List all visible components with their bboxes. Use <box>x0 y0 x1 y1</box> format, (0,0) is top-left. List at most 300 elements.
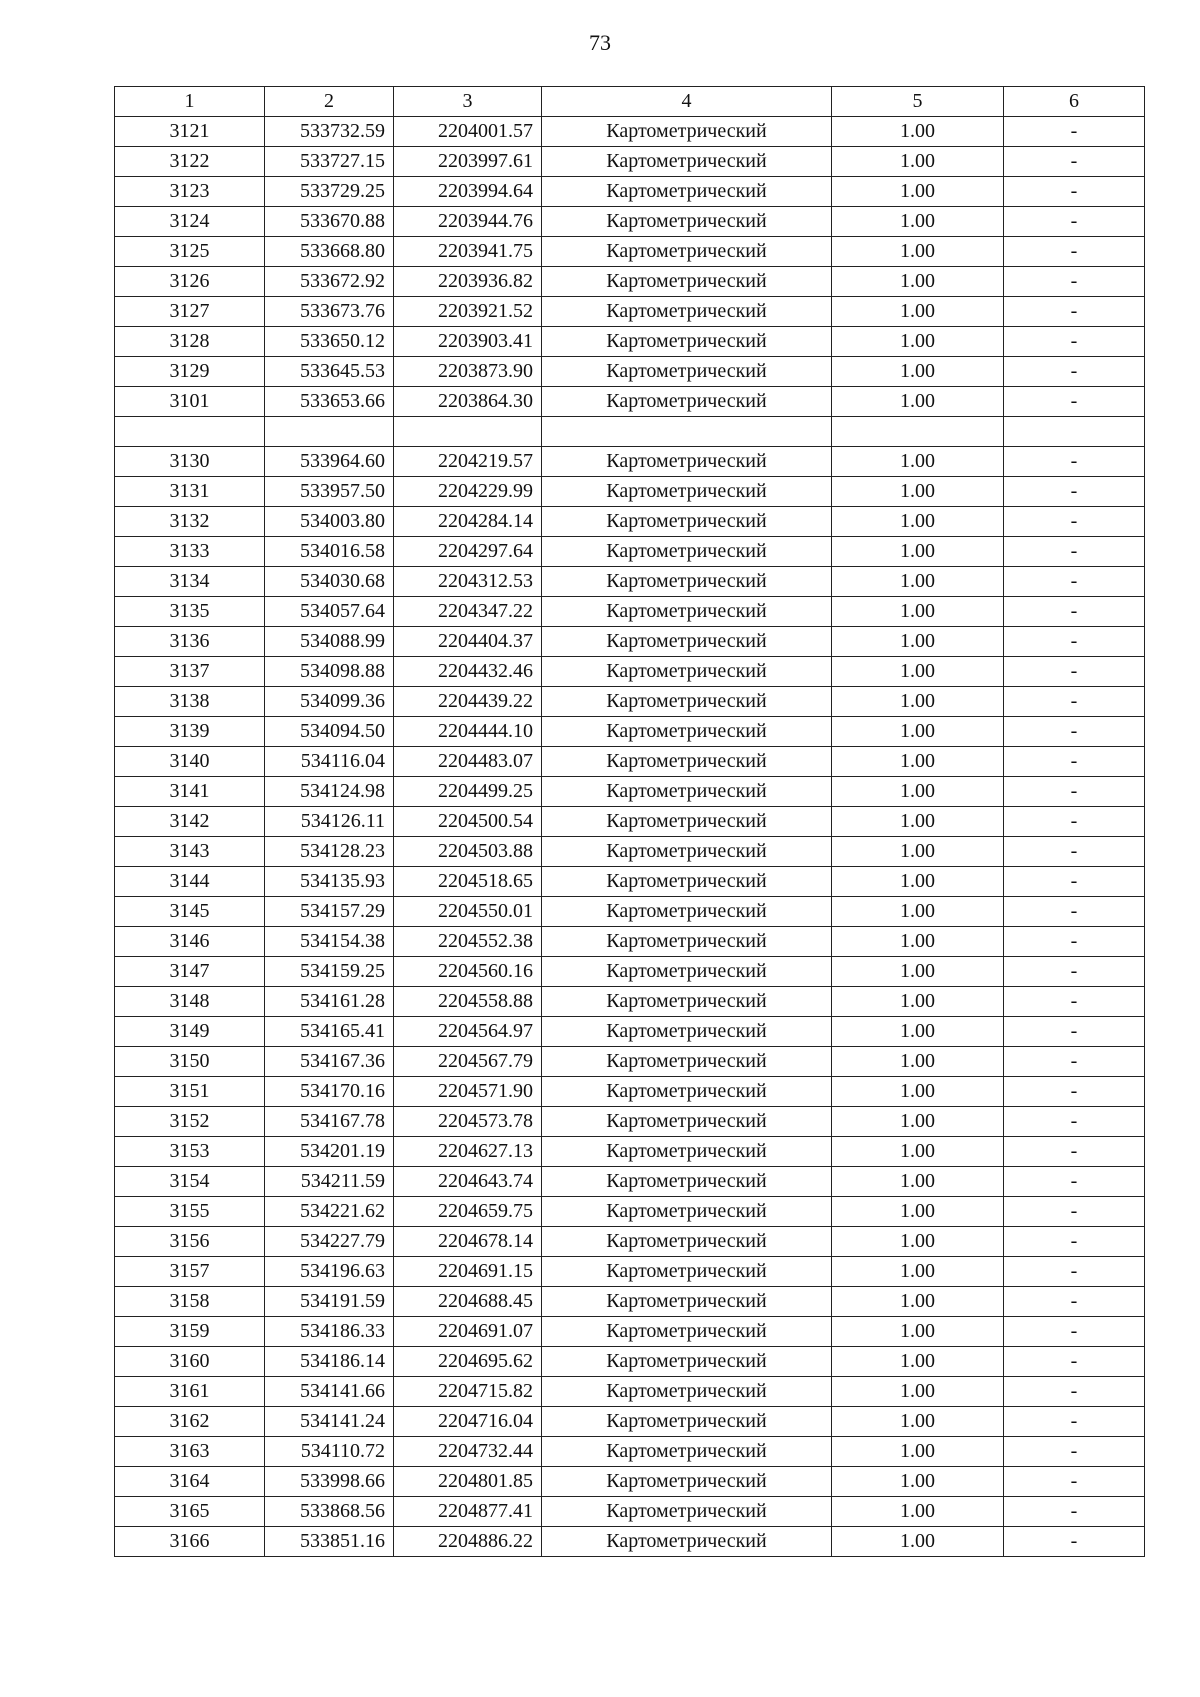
method-cell: Картометрический <box>542 147 832 177</box>
table-row <box>115 507 1145 537</box>
description-cell: - <box>1004 1497 1145 1527</box>
accuracy-cell: 1.00 <box>832 297 1004 327</box>
method-cell: Картометрический <box>542 837 832 867</box>
y-coordinate-cell: 2203997.61 <box>394 147 542 177</box>
point-number-cell: 3162 <box>115 1407 265 1437</box>
x-coordinate-cell: 534126.11 <box>265 807 394 837</box>
y-coordinate-cell: 2204219.57 <box>394 447 542 477</box>
accuracy-cell: 1.00 <box>832 1137 1004 1167</box>
accuracy-cell: 1.00 <box>832 807 1004 837</box>
table-row <box>115 567 1145 597</box>
description-cell: - <box>1004 387 1145 417</box>
column-header: 5 <box>832 87 1004 117</box>
point-number-cell: 3157 <box>115 1257 265 1287</box>
x-coordinate-cell: 533727.15 <box>265 147 394 177</box>
accuracy-cell: 1.00 <box>832 657 1004 687</box>
description-cell: - <box>1004 597 1145 627</box>
description-cell: - <box>1004 537 1145 567</box>
x-coordinate-cell: 533650.12 <box>265 327 394 357</box>
description-cell: - <box>1004 117 1145 147</box>
table-row <box>115 717 1145 747</box>
point-number-cell: 3123 <box>115 177 265 207</box>
table-row <box>115 147 1145 177</box>
y-coordinate-cell: 2203994.64 <box>394 177 542 207</box>
y-coordinate-cell: 2204483.07 <box>394 747 542 777</box>
accuracy-cell: 1.00 <box>832 1347 1004 1377</box>
accuracy-cell: 1.00 <box>832 1017 1004 1047</box>
table-row <box>115 1407 1145 1437</box>
table-row <box>115 1287 1145 1317</box>
method-cell: Картометрический <box>542 1047 832 1077</box>
description-cell: - <box>1004 447 1145 477</box>
y-coordinate-cell: 2204560.16 <box>394 957 542 987</box>
description-cell: - <box>1004 1347 1145 1377</box>
empty-cell <box>542 417 832 447</box>
y-coordinate-cell: 2203903.41 <box>394 327 542 357</box>
method-cell: Картометрический <box>542 747 832 777</box>
description-cell: - <box>1004 507 1145 537</box>
table-row <box>115 627 1145 657</box>
description-cell: - <box>1004 837 1145 867</box>
x-coordinate-cell: 534154.38 <box>265 927 394 957</box>
y-coordinate-cell: 2204573.78 <box>394 1107 542 1137</box>
point-number-cell: 3153 <box>115 1137 265 1167</box>
method-cell: Картометрический <box>542 1257 832 1287</box>
x-coordinate-cell: 534003.80 <box>265 507 394 537</box>
method-cell: Картометрический <box>542 1347 832 1377</box>
y-coordinate-cell: 2204571.90 <box>394 1077 542 1107</box>
point-number-cell: 3134 <box>115 567 265 597</box>
accuracy-cell: 1.00 <box>832 237 1004 267</box>
point-number-cell: 3161 <box>115 1377 265 1407</box>
table-row <box>115 1197 1145 1227</box>
point-number-cell: 3150 <box>115 1047 265 1077</box>
x-coordinate-cell: 533998.66 <box>265 1467 394 1497</box>
y-coordinate-cell: 2204312.53 <box>394 567 542 597</box>
y-coordinate-cell: 2203941.75 <box>394 237 542 267</box>
y-coordinate-cell: 2203864.30 <box>394 387 542 417</box>
point-number-cell: 3152 <box>115 1107 265 1137</box>
x-coordinate-cell: 533964.60 <box>265 447 394 477</box>
y-coordinate-cell: 2204678.14 <box>394 1227 542 1257</box>
y-coordinate-cell: 2204886.22 <box>394 1527 542 1557</box>
table-row <box>115 1467 1145 1497</box>
accuracy-cell: 1.00 <box>832 387 1004 417</box>
accuracy-cell: 1.00 <box>832 1167 1004 1197</box>
accuracy-cell: 1.00 <box>832 177 1004 207</box>
y-coordinate-cell: 2203936.82 <box>394 267 542 297</box>
x-coordinate-cell: 533645.53 <box>265 357 394 387</box>
x-coordinate-cell: 534088.99 <box>265 627 394 657</box>
x-coordinate-cell: 533670.88 <box>265 207 394 237</box>
coordinates-table <box>114 86 1145 1557</box>
accuracy-cell: 1.00 <box>832 777 1004 807</box>
description-cell: - <box>1004 267 1145 297</box>
point-number-cell: 3128 <box>115 327 265 357</box>
accuracy-cell: 1.00 <box>832 447 1004 477</box>
x-coordinate-cell: 534211.59 <box>265 1167 394 1197</box>
x-coordinate-cell: 533672.92 <box>265 267 394 297</box>
description-cell: - <box>1004 1317 1145 1347</box>
method-cell: Картометрический <box>542 1077 832 1107</box>
x-coordinate-cell: 534157.29 <box>265 897 394 927</box>
y-coordinate-cell: 2204001.57 <box>394 117 542 147</box>
y-coordinate-cell: 2203944.76 <box>394 207 542 237</box>
y-coordinate-cell: 2204564.97 <box>394 1017 542 1047</box>
x-coordinate-cell: 533668.80 <box>265 237 394 267</box>
x-coordinate-cell: 534016.58 <box>265 537 394 567</box>
x-coordinate-cell: 534221.62 <box>265 1197 394 1227</box>
description-cell: - <box>1004 717 1145 747</box>
y-coordinate-cell: 2204715.82 <box>394 1377 542 1407</box>
description-cell: - <box>1004 807 1145 837</box>
y-coordinate-cell: 2204432.46 <box>394 657 542 687</box>
y-coordinate-cell: 2204439.22 <box>394 687 542 717</box>
method-cell: Картометрический <box>542 237 832 267</box>
accuracy-cell: 1.00 <box>832 897 1004 927</box>
point-number-cell: 3127 <box>115 297 265 327</box>
point-number-cell: 3156 <box>115 1227 265 1257</box>
y-coordinate-cell: 2204558.88 <box>394 987 542 1017</box>
table-row <box>115 987 1145 1017</box>
y-coordinate-cell: 2204284.14 <box>394 507 542 537</box>
method-cell: Картометрический <box>542 597 832 627</box>
x-coordinate-cell: 534186.14 <box>265 1347 394 1377</box>
accuracy-cell: 1.00 <box>832 987 1004 1017</box>
description-cell: - <box>1004 1377 1145 1407</box>
y-coordinate-cell: 2204500.54 <box>394 807 542 837</box>
accuracy-cell: 1.00 <box>832 357 1004 387</box>
description-cell: - <box>1004 747 1145 777</box>
method-cell: Картометрический <box>542 1437 832 1467</box>
method-cell: Картометрический <box>542 507 832 537</box>
table-row <box>115 477 1145 507</box>
y-coordinate-cell: 2204688.45 <box>394 1287 542 1317</box>
y-coordinate-cell: 2204732.44 <box>394 1437 542 1467</box>
method-cell: Картометрический <box>542 207 832 237</box>
accuracy-cell: 1.00 <box>832 1077 1004 1107</box>
y-coordinate-cell: 2204691.07 <box>394 1317 542 1347</box>
y-coordinate-cell: 2204801.85 <box>394 1467 542 1497</box>
description-cell: - <box>1004 477 1145 507</box>
y-coordinate-cell: 2204643.74 <box>394 1167 542 1197</box>
table-row <box>115 1137 1145 1167</box>
method-cell: Картометрический <box>542 567 832 597</box>
table-row <box>115 897 1145 927</box>
point-number-cell: 3135 <box>115 597 265 627</box>
description-cell: - <box>1004 867 1145 897</box>
accuracy-cell: 1.00 <box>832 267 1004 297</box>
accuracy-cell: 1.00 <box>832 957 1004 987</box>
table-row <box>115 267 1145 297</box>
table-row <box>115 1047 1145 1077</box>
accuracy-cell: 1.00 <box>832 1047 1004 1077</box>
table-row <box>115 777 1145 807</box>
table-row <box>115 1437 1145 1467</box>
accuracy-cell: 1.00 <box>832 1257 1004 1287</box>
x-coordinate-cell: 533673.76 <box>265 297 394 327</box>
table-row <box>115 1227 1145 1257</box>
table-row <box>115 687 1145 717</box>
accuracy-cell: 1.00 <box>832 927 1004 957</box>
method-cell: Картометрический <box>542 1167 832 1197</box>
accuracy-cell: 1.00 <box>832 1227 1004 1257</box>
point-number-cell: 3138 <box>115 687 265 717</box>
column-header: 4 <box>542 87 832 117</box>
description-cell: - <box>1004 1107 1145 1137</box>
point-number-cell: 3140 <box>115 747 265 777</box>
method-cell: Картометрический <box>542 357 832 387</box>
x-coordinate-cell: 534135.93 <box>265 867 394 897</box>
description-cell: - <box>1004 1257 1145 1287</box>
accuracy-cell: 1.00 <box>832 837 1004 867</box>
table-row <box>115 447 1145 477</box>
table-row <box>115 1347 1145 1377</box>
method-cell: Картометрический <box>542 1527 832 1557</box>
table-row <box>115 327 1145 357</box>
y-coordinate-cell: 2204659.75 <box>394 1197 542 1227</box>
table-row <box>115 807 1145 837</box>
accuracy-cell: 1.00 <box>832 507 1004 537</box>
description-cell: - <box>1004 567 1145 597</box>
y-coordinate-cell: 2204567.79 <box>394 1047 542 1077</box>
accuracy-cell: 1.00 <box>832 1287 1004 1317</box>
description-cell: - <box>1004 777 1145 807</box>
description-cell: - <box>1004 1167 1145 1197</box>
column-header: 1 <box>115 87 265 117</box>
y-coordinate-cell: 2204877.41 <box>394 1497 542 1527</box>
x-coordinate-cell: 534191.59 <box>265 1287 394 1317</box>
x-coordinate-cell: 533729.25 <box>265 177 394 207</box>
point-number-cell: 3164 <box>115 1467 265 1497</box>
point-number-cell: 3137 <box>115 657 265 687</box>
x-coordinate-cell: 534141.66 <box>265 1377 394 1407</box>
table-row <box>115 1377 1145 1407</box>
accuracy-cell: 1.00 <box>832 1377 1004 1407</box>
point-number-cell: 3146 <box>115 927 265 957</box>
point-number-cell: 3163 <box>115 1437 265 1467</box>
y-coordinate-cell: 2203921.52 <box>394 297 542 327</box>
table-row <box>115 747 1145 777</box>
x-coordinate-cell: 534201.19 <box>265 1137 394 1167</box>
description-cell: - <box>1004 1437 1145 1467</box>
method-cell: Картометрический <box>542 1407 832 1437</box>
x-coordinate-cell: 534167.36 <box>265 1047 394 1077</box>
method-cell: Картометрический <box>542 1227 832 1257</box>
table-row <box>115 297 1145 327</box>
method-cell: Картометрический <box>542 1287 832 1317</box>
group-separator-row <box>115 417 1145 447</box>
method-cell: Картометрический <box>542 987 832 1017</box>
point-number-cell: 3160 <box>115 1347 265 1377</box>
accuracy-cell: 1.00 <box>832 477 1004 507</box>
method-cell: Картометрический <box>542 1197 832 1227</box>
table-row <box>115 1167 1145 1197</box>
method-cell: Картометрический <box>542 387 832 417</box>
column-header: 3 <box>394 87 542 117</box>
method-cell: Картометрический <box>542 117 832 147</box>
y-coordinate-cell: 2204444.10 <box>394 717 542 747</box>
table-row <box>115 957 1145 987</box>
point-number-cell: 3149 <box>115 1017 265 1047</box>
y-coordinate-cell: 2204691.15 <box>394 1257 542 1287</box>
method-cell: Картометрический <box>542 1467 832 1497</box>
accuracy-cell: 1.00 <box>832 867 1004 897</box>
y-coordinate-cell: 2204552.38 <box>394 927 542 957</box>
accuracy-cell: 1.00 <box>832 627 1004 657</box>
table-row <box>115 1317 1145 1347</box>
table-body <box>115 117 1145 1557</box>
method-cell: Картометрический <box>542 537 832 567</box>
description-cell: - <box>1004 897 1145 927</box>
point-number-cell: 3145 <box>115 897 265 927</box>
y-coordinate-cell: 2204347.22 <box>394 597 542 627</box>
y-coordinate-cell: 2204229.99 <box>394 477 542 507</box>
point-number-cell: 3139 <box>115 717 265 747</box>
y-coordinate-cell: 2204503.88 <box>394 837 542 867</box>
accuracy-cell: 1.00 <box>832 747 1004 777</box>
point-number-cell: 3165 <box>115 1497 265 1527</box>
point-number-cell: 3125 <box>115 237 265 267</box>
description-cell: - <box>1004 957 1145 987</box>
x-coordinate-cell: 534094.50 <box>265 717 394 747</box>
point-number-cell: 3147 <box>115 957 265 987</box>
description-cell: - <box>1004 1527 1145 1557</box>
point-number-cell: 3126 <box>115 267 265 297</box>
accuracy-cell: 1.00 <box>832 717 1004 747</box>
table-row <box>115 1497 1145 1527</box>
method-cell: Картометрический <box>542 327 832 357</box>
method-cell: Картометрический <box>542 447 832 477</box>
table-row <box>115 1017 1145 1047</box>
point-number-cell: 3148 <box>115 987 265 1017</box>
empty-cell <box>115 417 265 447</box>
x-coordinate-cell: 534030.68 <box>265 567 394 597</box>
x-coordinate-cell: 533868.56 <box>265 1497 394 1527</box>
description-cell: - <box>1004 687 1145 717</box>
x-coordinate-cell: 534128.23 <box>265 837 394 867</box>
x-coordinate-cell: 534196.63 <box>265 1257 394 1287</box>
point-number-cell: 3130 <box>115 447 265 477</box>
description-cell: - <box>1004 357 1145 387</box>
description-cell: - <box>1004 1017 1145 1047</box>
x-coordinate-cell: 534159.25 <box>265 957 394 987</box>
table-row <box>115 867 1145 897</box>
description-cell: - <box>1004 1227 1145 1257</box>
table-row <box>115 207 1145 237</box>
x-coordinate-cell: 533653.66 <box>265 387 394 417</box>
y-coordinate-cell: 2204695.62 <box>394 1347 542 1377</box>
method-cell: Картометрический <box>542 1317 832 1347</box>
point-number-cell: 3101 <box>115 387 265 417</box>
method-cell: Картометрический <box>542 897 832 927</box>
accuracy-cell: 1.00 <box>832 537 1004 567</box>
table-row <box>115 387 1145 417</box>
x-coordinate-cell: 534141.24 <box>265 1407 394 1437</box>
point-number-cell: 3129 <box>115 357 265 387</box>
accuracy-cell: 1.00 <box>832 1317 1004 1347</box>
point-number-cell: 3151 <box>115 1077 265 1107</box>
y-coordinate-cell: 2204404.37 <box>394 627 542 657</box>
point-number-cell: 3124 <box>115 207 265 237</box>
column-header: 6 <box>1004 87 1145 117</box>
page-number: 73 <box>589 30 611 55</box>
method-cell: Картометрический <box>542 687 832 717</box>
x-coordinate-cell: 534098.88 <box>265 657 394 687</box>
accuracy-cell: 1.00 <box>832 1197 1004 1227</box>
table-row <box>115 1527 1145 1557</box>
method-cell: Картометрический <box>542 1137 832 1167</box>
accuracy-cell: 1.00 <box>832 147 1004 177</box>
method-cell: Картометрический <box>542 777 832 807</box>
method-cell: Картометрический <box>542 867 832 897</box>
method-cell: Картометрический <box>542 477 832 507</box>
description-cell: - <box>1004 1077 1145 1107</box>
point-number-cell: 3154 <box>115 1167 265 1197</box>
accuracy-cell: 1.00 <box>832 207 1004 237</box>
y-coordinate-cell: 2204297.64 <box>394 537 542 567</box>
description-cell: - <box>1004 1467 1145 1497</box>
column-header: 2 <box>265 87 394 117</box>
accuracy-cell: 1.00 <box>832 567 1004 597</box>
y-coordinate-cell: 2203873.90 <box>394 357 542 387</box>
point-number-cell: 3159 <box>115 1317 265 1347</box>
description-cell: - <box>1004 177 1145 207</box>
accuracy-cell: 1.00 <box>832 687 1004 717</box>
method-cell: Картометрический <box>542 957 832 987</box>
x-coordinate-cell: 534110.72 <box>265 1437 394 1467</box>
accuracy-cell: 1.00 <box>832 597 1004 627</box>
table-row <box>115 177 1145 207</box>
x-coordinate-cell: 534227.79 <box>265 1227 394 1257</box>
accuracy-cell: 1.00 <box>832 1407 1004 1437</box>
x-coordinate-cell: 533732.59 <box>265 117 394 147</box>
x-coordinate-cell: 534167.78 <box>265 1107 394 1137</box>
y-coordinate-cell: 2204518.65 <box>394 867 542 897</box>
table-row <box>115 927 1145 957</box>
x-coordinate-cell: 534124.98 <box>265 777 394 807</box>
x-coordinate-cell: 534057.64 <box>265 597 394 627</box>
method-cell: Картометрический <box>542 807 832 837</box>
point-number-cell: 3155 <box>115 1197 265 1227</box>
empty-cell <box>1004 417 1145 447</box>
description-cell: - <box>1004 627 1145 657</box>
accuracy-cell: 1.00 <box>832 1107 1004 1137</box>
empty-cell <box>394 417 542 447</box>
point-number-cell: 3122 <box>115 147 265 177</box>
table-row <box>115 357 1145 387</box>
point-number-cell: 3136 <box>115 627 265 657</box>
table-row <box>115 837 1145 867</box>
y-coordinate-cell: 2204499.25 <box>394 777 542 807</box>
description-cell: - <box>1004 297 1145 327</box>
description-cell: - <box>1004 1137 1145 1167</box>
method-cell: Картометрический <box>542 927 832 957</box>
method-cell: Картометрический <box>542 177 832 207</box>
method-cell: Картометрический <box>542 297 832 327</box>
point-number-cell: 3142 <box>115 807 265 837</box>
x-coordinate-cell: 534099.36 <box>265 687 394 717</box>
method-cell: Картометрический <box>542 1017 832 1047</box>
table-row <box>115 117 1145 147</box>
empty-cell <box>265 417 394 447</box>
accuracy-cell: 1.00 <box>832 1467 1004 1497</box>
description-cell: - <box>1004 327 1145 357</box>
description-cell: - <box>1004 927 1145 957</box>
description-cell: - <box>1004 987 1145 1017</box>
point-number-cell: 3143 <box>115 837 265 867</box>
method-cell: Картометрический <box>542 267 832 297</box>
